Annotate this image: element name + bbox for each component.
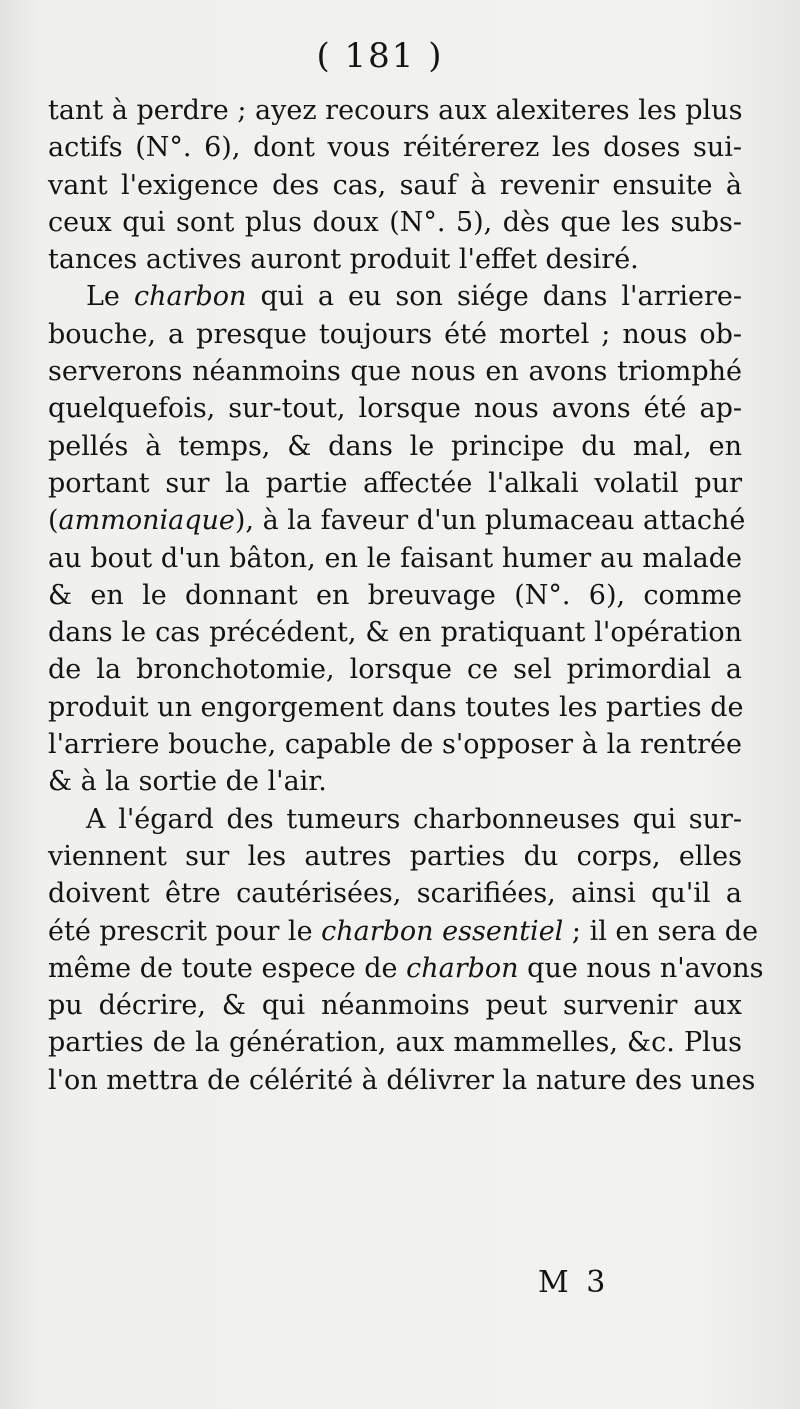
text-line [48, 875, 742, 912]
text-run: de la bronchotomie, lorsque ce sel primordial a [48, 654, 742, 686]
body-text [48, 92, 764, 1099]
text-line [48, 689, 742, 726]
text-run: Le [86, 281, 134, 313]
text-run: A l'égard des tumeurs charbonneuses qui sur- [86, 803, 742, 835]
text-run: serverons néanmoins que nous en avons triomphé [48, 356, 742, 388]
text-line [48, 278, 742, 315]
text-line [48, 390, 742, 427]
text-line [48, 1024, 742, 1061]
text-line [48, 614, 742, 651]
text-line [48, 987, 742, 1024]
text-run: tant à perdre ; ayez recours aux alexiteres les plus [48, 95, 743, 126]
text-run: tances actives auront produit l'effet desiré. [48, 244, 639, 276]
text-line [48, 726, 742, 763]
text-run: actifs (N°. 6), dont vous réitérerez les doses sui- [48, 132, 742, 164]
text-run: l'arriere bouche, capable de s'opposer à la rentrée [48, 729, 742, 761]
text-run: bouche, a presque toujours été mortel ; nous ob- [48, 318, 742, 350]
text-run: qui a eu son siége dans l'arriere- [246, 281, 742, 313]
text-line [48, 801, 742, 838]
italic-term: ammoniaque [58, 505, 235, 537]
text-line [48, 353, 742, 390]
text-line [48, 502, 746, 539]
text-run: même de toute espece de [48, 952, 407, 984]
text-line [48, 129, 742, 166]
italic-term: charbon [133, 281, 247, 313]
signature-mark: M 3 [538, 1265, 610, 1300]
text-line [48, 167, 742, 204]
text-run: vant l'exigence des cas, sauf à revenir ensuite à [48, 169, 742, 201]
text-line [48, 241, 742, 278]
text-run: ( [48, 505, 59, 537]
text-run: & à la sortie de l'air. [48, 766, 327, 798]
text-line [48, 92, 742, 129]
text-run: ), à la faveur d'un plumaceau attaché [234, 505, 746, 537]
text-run: ; il en sera de [563, 915, 759, 947]
text-run: été prescrit pour le [48, 915, 322, 947]
text-run: pu décrire, & qui néanmoins peut survenir aux [48, 990, 742, 1022]
text-run: ceux qui sont plus doux (N°. 5), dès que les subs- [48, 206, 742, 238]
text-run: au bout d'un bâton, en le faisant humer au malade [48, 542, 742, 574]
text-line [48, 204, 742, 241]
page-number: ( 181 ) [316, 36, 444, 76]
italic-term: charbon [406, 952, 519, 984]
text-line [48, 838, 742, 875]
text-line [48, 651, 742, 688]
text-line [48, 428, 742, 465]
text-run: viennent sur les autres parties du corps, elles [48, 840, 742, 872]
text-run: l'on mettra de célérité à délivrer la nature des unes [48, 1064, 756, 1096]
italic-term: charbon essentiel [321, 915, 564, 947]
text-run: doivent être cautérisées, scarifiées, ainsi qu'il a [48, 878, 742, 910]
text-run: quelquefois, sur-tout, lorsque nous avons été ap- [48, 393, 742, 425]
text-run: que nous n'avons [518, 952, 764, 984]
text-line [48, 316, 742, 353]
text-line [48, 763, 742, 800]
text-line [48, 465, 742, 502]
text-run: dans le cas précédent, & en pratiquant l'opération [48, 617, 742, 649]
text-line [48, 913, 759, 950]
text-line [48, 950, 764, 987]
text-run: produit un engorgement dans toutes les parties de [48, 691, 744, 723]
text-run: pellés à temps, & dans le principe du mal, en [48, 430, 742, 462]
text-line [48, 540, 742, 577]
text-run: parties de la génération, aux mammelles, &c. Plus [48, 1027, 742, 1059]
text-run: & en le donnant en breuvage (N°. 6), comme [48, 579, 742, 611]
text-run: portant sur la partie affectée l'alkali volatil pur [48, 467, 742, 499]
text-line [48, 577, 742, 614]
text-line [48, 1062, 756, 1099]
